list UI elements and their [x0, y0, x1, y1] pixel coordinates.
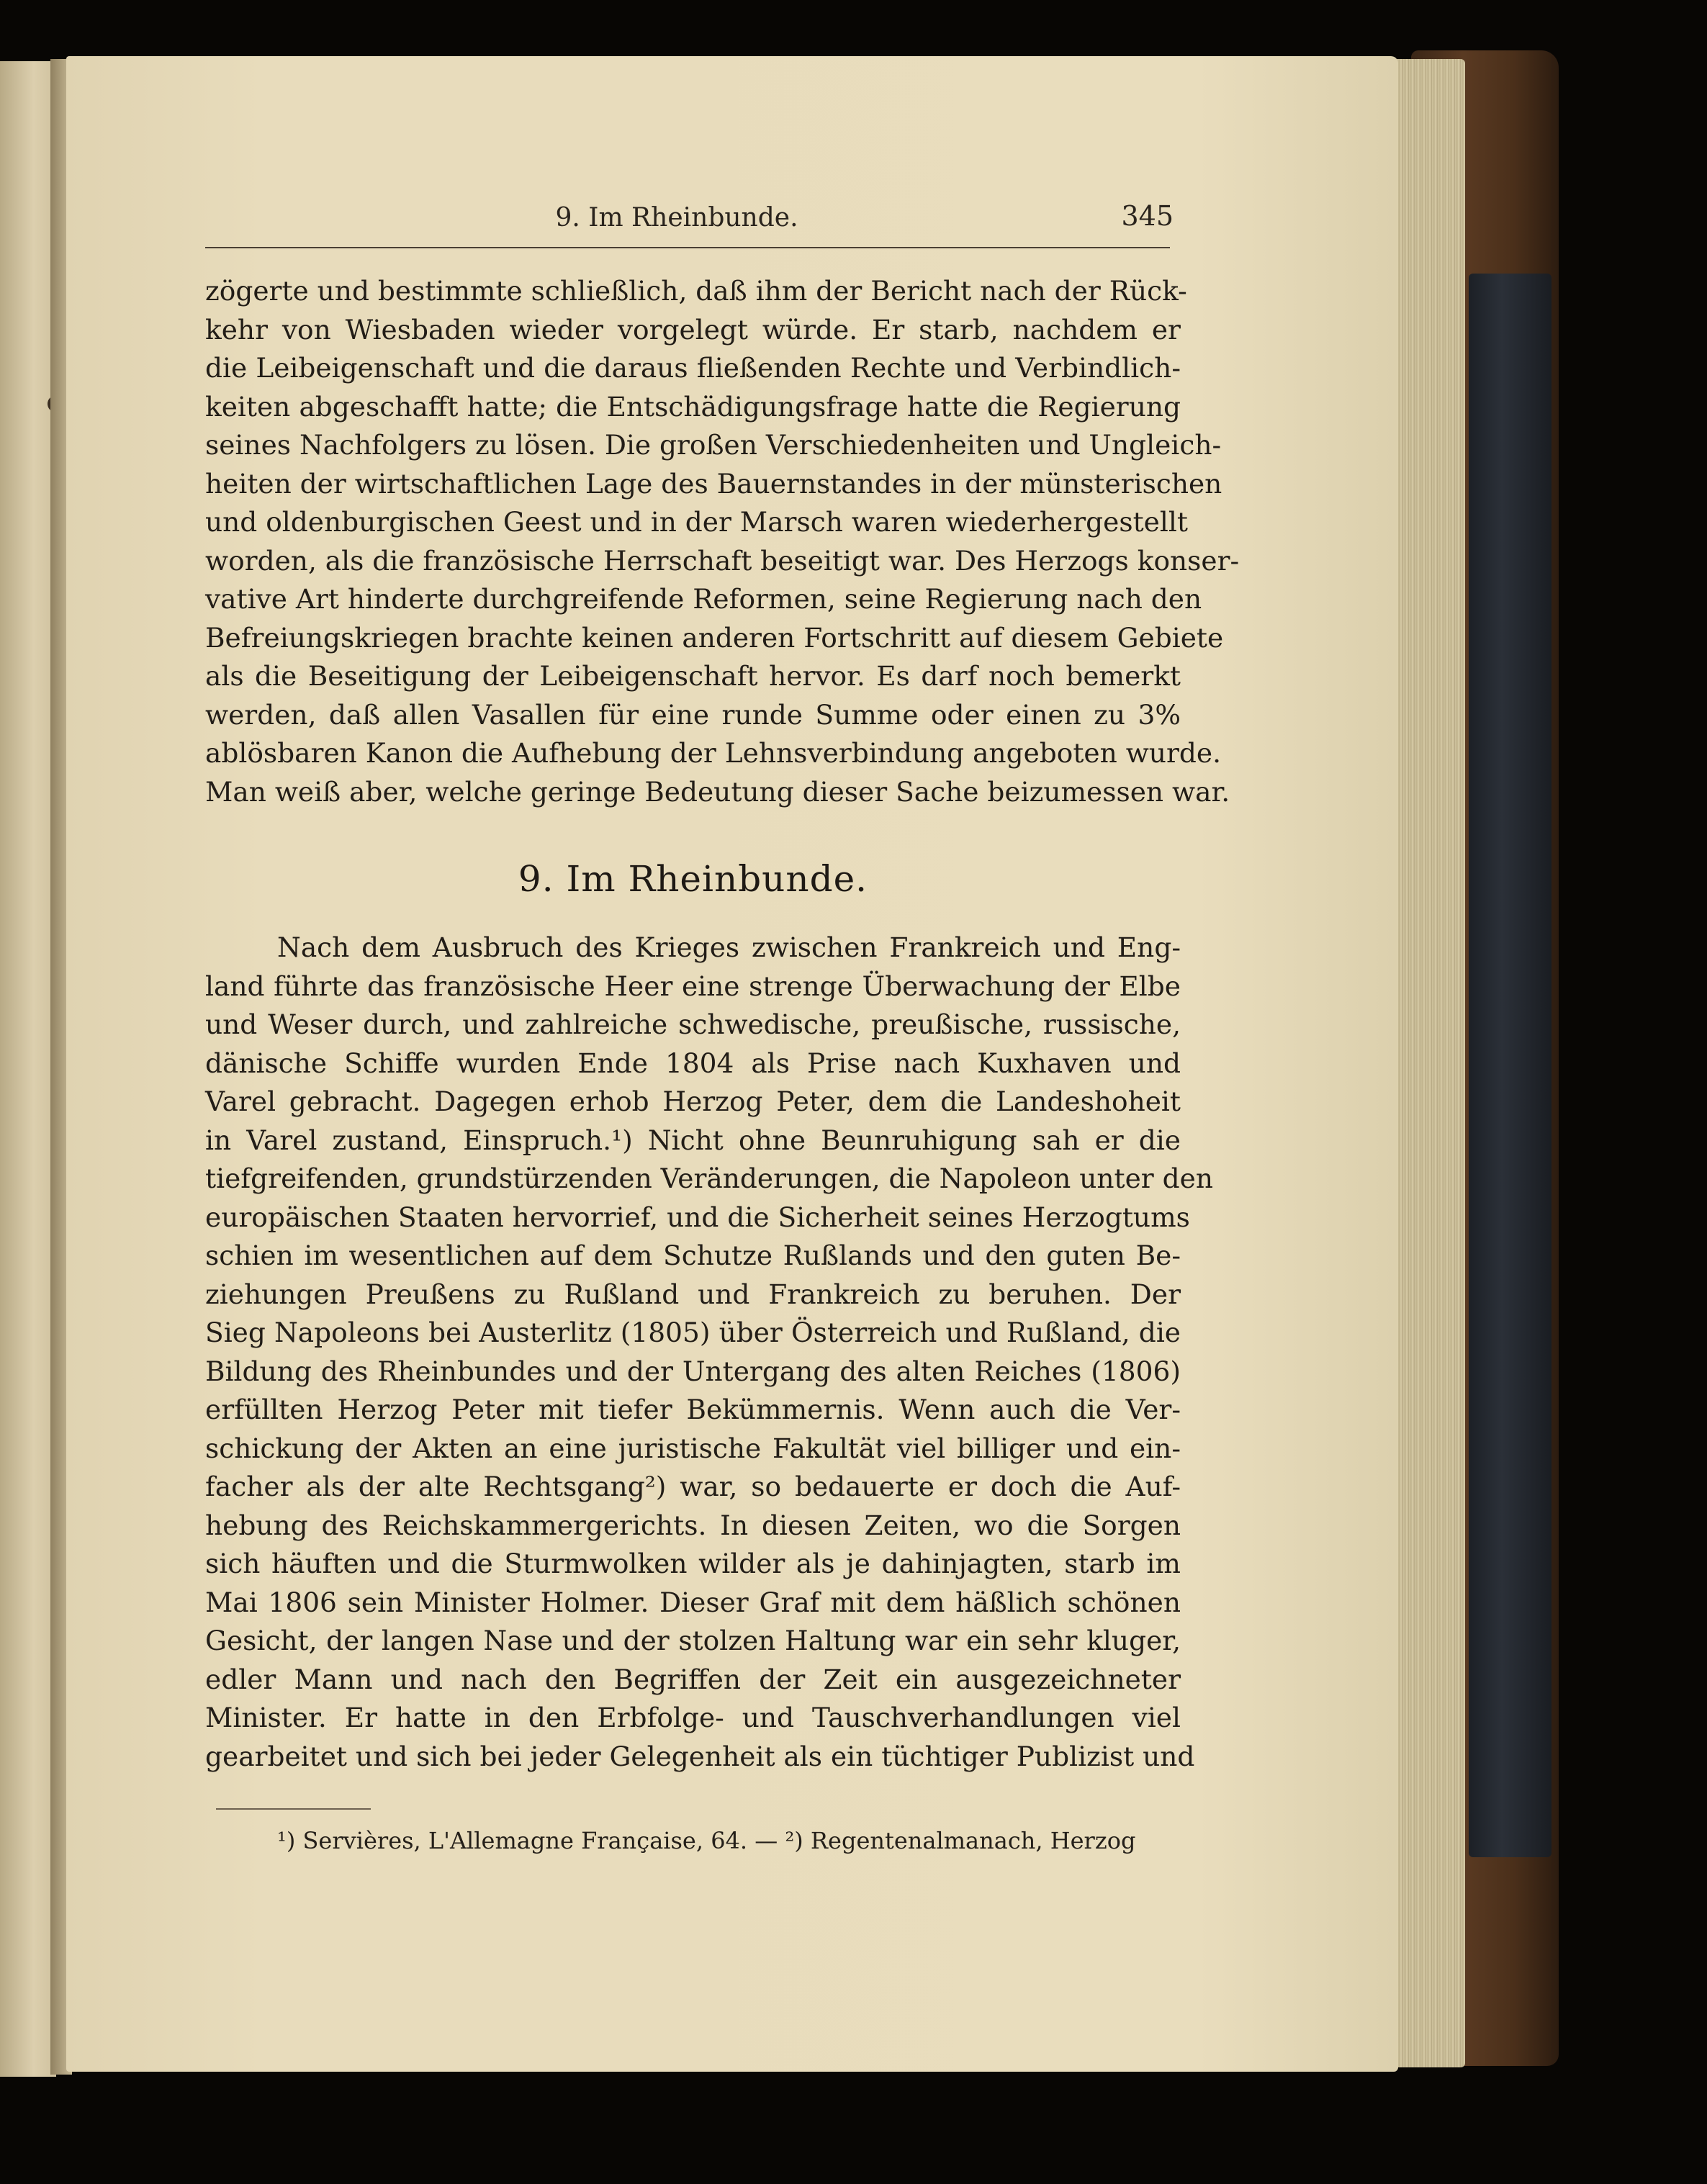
text-line: seines Nachfolgers zu lösen. Die großen Verschiedenheiten und Ungleich- [205, 429, 1222, 461]
text-line: Sieg Napoleons bei Austerlitz (1805) über Österreich und Rußland, die [205, 1317, 1181, 1348]
text-line: facher als der alte Rechtsgang²) war, so bedauerte er doch die Auf- [205, 1471, 1181, 1502]
text-line: vative Art hinderte durchgreifende Reformen, seine Regierung nach den [205, 583, 1202, 615]
text-line: kehr von Wiesbaden wieder vorgelegt würde. Er starb, nachdem er [205, 313, 1181, 346]
text-line: erfüllten Herzog Peter mit tiefer Bekümmernis. Wenn auch die Ver- [205, 1394, 1181, 1425]
running-head: 9. Im Rheinbunde. [555, 203, 798, 233]
text-line: tiefgreifenden, grundstürzenden Veränderungen, die Napoleon unter den [205, 1163, 1214, 1194]
text-line: die Leibeigenschaft und die daraus fließenden Rechte und Verbindlich- [205, 352, 1181, 384]
text-line: worden, als die französische Herrschaft beseitigt war. Des Herzogs konser- [205, 544, 1240, 577]
text-line: als die Beseitigung der Leibeigenschaft hervor. Es darf noch bemerkt [205, 660, 1181, 692]
text-line: ziehungen Preußens zu Rußland und Frankreich zu beruhen. Der [205, 1278, 1181, 1310]
book-cover-cloth [1469, 274, 1551, 1857]
text-line: Mai 1806 sein Minister Holmer. Dieser Graf mit dem häßlich schönen [205, 1586, 1181, 1618]
footnote: ¹) Servières, L'Allemagne Française, 64. — ²) Regentenalmanach, Herzog [277, 1827, 1136, 1854]
text-line: hebung des Reichskammergerichts. In diesen Zeiten, wo die Sorgen [205, 1509, 1181, 1541]
text-line: gearbeitet und sich bei jeder Gelegenheit als ein tüchtiger Publizist und [205, 1740, 1195, 1772]
text-line: keiten abgeschafft hatte; die Entschädigungsfrage hatte die Regierung [205, 390, 1181, 423]
text-line: Gesicht, der langen Nase und der stolzen Haltung war ein sehr kluger, [205, 1625, 1181, 1656]
paragraph-continued [205, 272, 1240, 811]
text-line: dänische Schiffe wurden Ende 1804 als Prise nach Kuxhaven und [205, 1047, 1181, 1079]
section-title: 9. Im Rheinbunde. [518, 858, 868, 900]
text-line: Man weiß aber, welche geringe Bedeutung dieser Sache beizumessen war. [205, 775, 1230, 808]
text-line: europäischen Staaten hervorrief, und die Sicherheit seines Herzogtums [205, 1201, 1190, 1233]
footnote-rule [216, 1808, 371, 1810]
page-number: 345 [1121, 200, 1174, 232]
text-line: und Weser durch, und zahlreiche schwedische, preußische, russische, [205, 1008, 1181, 1040]
text-line: heiten der wirtschaftlichen Lage des Bauernstandes in der münsterischen [205, 467, 1222, 500]
text-line: ablösbaren Kanon die Aufhebung der Lehnsverbindung angeboten wurde. [205, 737, 1221, 769]
text-line: sich häuften und die Sturmwolken wilder als je dahinjagten, starb im [205, 1548, 1181, 1579]
text-line: schickung der Akten an eine juristische Fakultät viel billiger und ein- [205, 1432, 1181, 1464]
text-line: Minister. Er hatte in den Erbfolge- und Tauschverhandlungen viel [205, 1702, 1181, 1733]
text-line: in Varel zustand, Einspruch.¹) Nicht ohne Beunruhigung sah er die [205, 1124, 1181, 1156]
text-line: und oldenburgischen Geest und in der Marsch waren wiederhergestellt [205, 506, 1188, 538]
text-line: Bildung des Rheinbundes und der Untergang des alten Reiches (1806) [205, 1355, 1181, 1387]
text-line: land führte das französische Heer eine strenge Überwachung der Elbe [205, 970, 1181, 1002]
header-rule [205, 247, 1170, 248]
left-facing-page [0, 61, 56, 2077]
text-line: Nach dem Ausbruch des Krieges zwischen Frankreich und Eng- [277, 931, 1181, 963]
text-line: werden, daß allen Vasallen für eine runde Summe oder einen zu 3% [205, 698, 1181, 731]
text-line: zögerte und bestimmte schließlich, daß ihm der Bericht nach der Rück- [205, 275, 1187, 307]
text-line: Varel gebracht. Dagegen erhob Herzog Peter, dem die Landeshoheit [205, 1086, 1181, 1117]
text-line: Befreiungskriegen brachte keinen anderen Fortschritt auf diesem Gebiete [205, 621, 1224, 654]
text-line: schien im wesentlichen auf dem Schutze Rußlands und den guten Be- [205, 1240, 1181, 1271]
section-paragraph [205, 929, 1214, 1776]
text-line: edler Mann und nach den Begriffen der Zeit ein ausgezeichneter [205, 1663, 1181, 1695]
